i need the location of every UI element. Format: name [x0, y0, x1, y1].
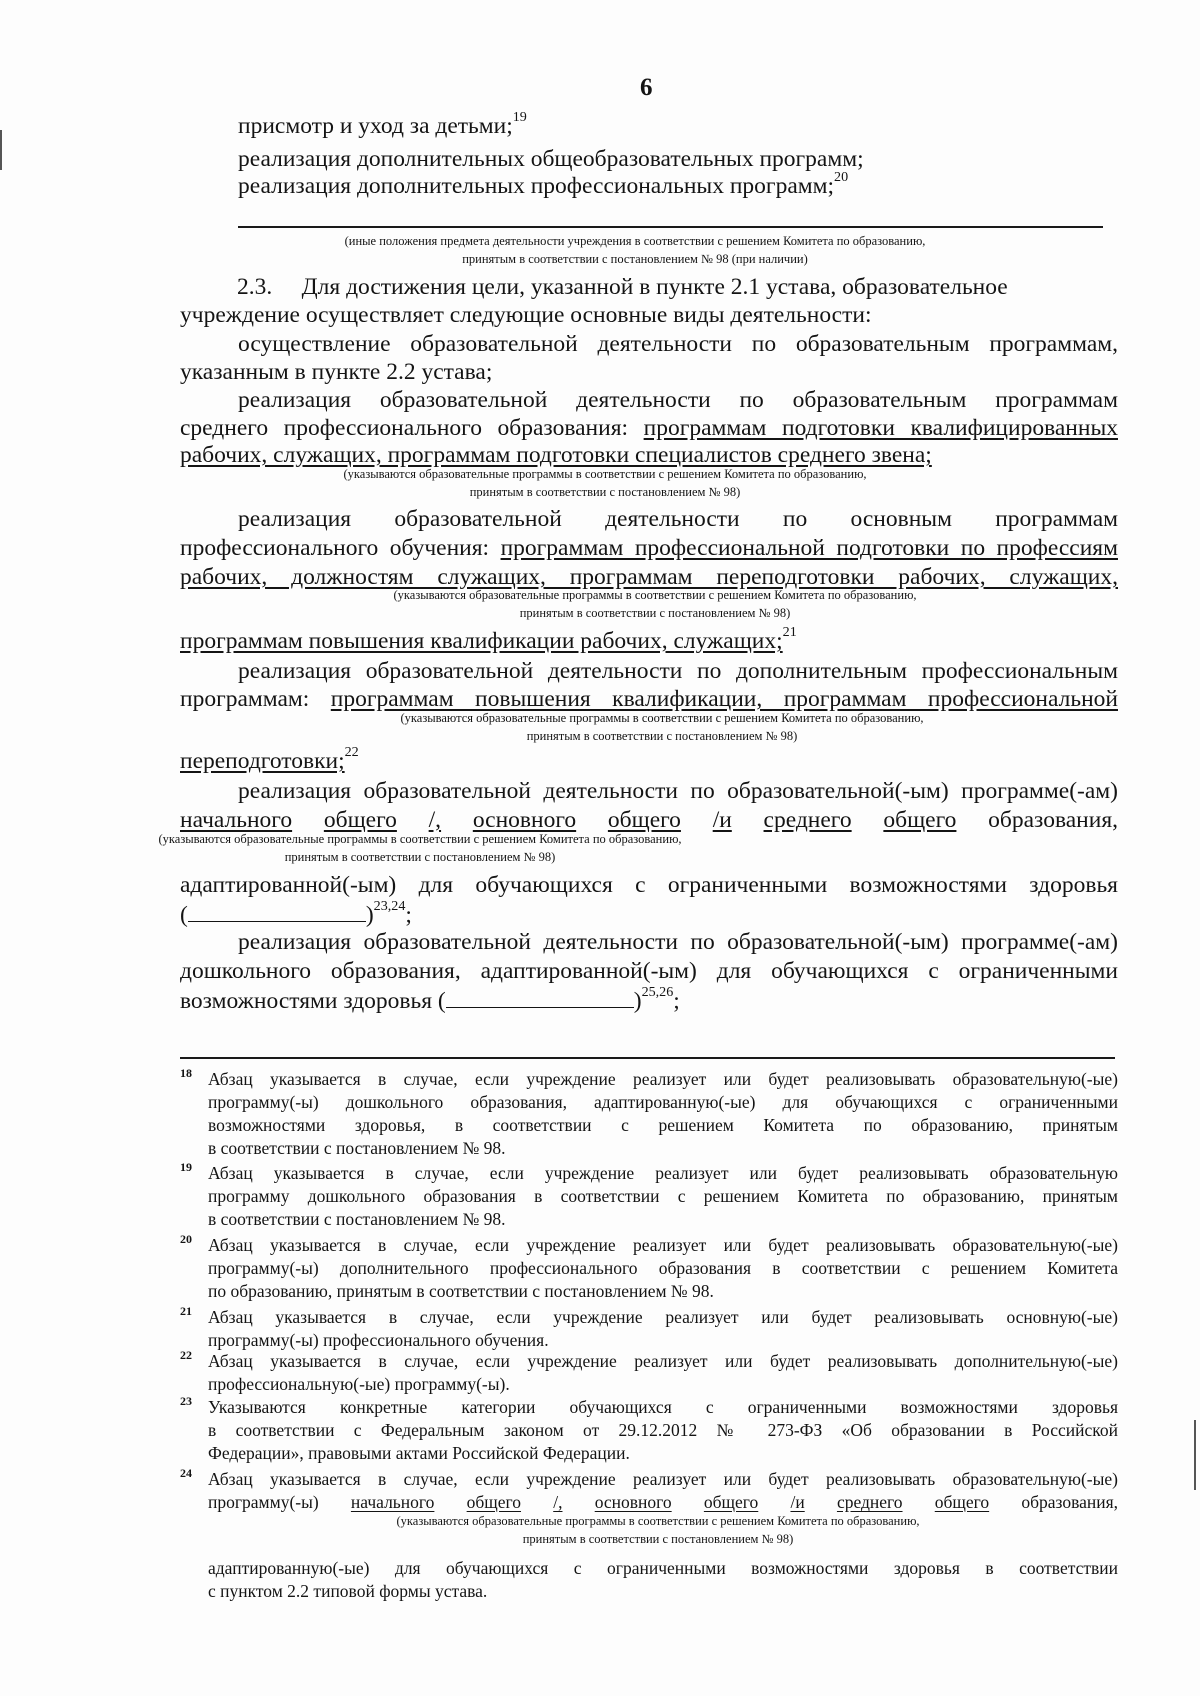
footnote-text: Абзац указывается в случае, если учреждение реализует или будет реализовывать образовательную(-ые)	[208, 1069, 1118, 1089]
footnote-number: 23	[180, 1394, 192, 1408]
activity-2-programs: рабочих, служащих, программам подготовки специалистов среднего звена;	[180, 442, 932, 468]
activity-5-blank: ( )$^{23,24}$;	[180, 898, 412, 928]
footnote-text: программу(-ы) профессионального обучения.	[208, 1330, 549, 1350]
footnote-number: 20	[180, 1232, 192, 1246]
item-additional-professional: реализация дополнительных профессиональных программ;$^{20}$	[238, 169, 849, 199]
activity-4-cont: программам: программам повышения квалификации, программам профессиональной	[180, 686, 1118, 712]
footnote-separator	[180, 1057, 1115, 1059]
footnote-text: программу дошкольного образования в соответствии с решением Комитета по образованию, принятым	[208, 1186, 1118, 1206]
activity-6: реализация образовательной деятельности по образовательной(-ым) программе(-ам)	[238, 929, 1118, 955]
activity-6-cont: дошкольного образования, адаптированной(-ым) для обучающихся с ограниченными	[180, 958, 1118, 984]
footnote-number: 22	[180, 1348, 192, 1362]
activity-2-cont: среднего профессионального образования: программам подготовки квалифицированных	[180, 415, 1118, 441]
activity-1-cont: указанным в пункте 2.2 устава;	[180, 359, 493, 385]
caption-programs-2: принятым в соответствии с постановлением № 98)	[469, 485, 741, 499]
activity-2: реализация образовательной деятельности по образовательным программам	[238, 387, 1118, 413]
scan-edge-mark	[0, 130, 2, 170]
footnote-text: по образованию, принятым в соответствии с постановлением № 98.	[208, 1281, 714, 1301]
activity-6-blank: возможностями здоровья ( )$^{25,26}$;	[180, 984, 680, 1014]
footnote-number: 24	[180, 1466, 192, 1480]
activity-5: реализация образовательной деятельности по образовательной(-ым) программе(-ам)	[238, 778, 1118, 804]
activity-4: реализация образовательной деятельности по дополнительным профессиональным	[238, 658, 1118, 684]
footnote-text: в соответствии с постановлением № 98.	[208, 1209, 506, 1229]
activity-5-adapted: адаптированной(-ым) для обучающихся с ограниченными возможностями здоровья	[180, 872, 1118, 898]
caption-programs-b: (указываются образовательные программы в соответствии с решением Комитета по образованию,	[393, 588, 917, 602]
caption-other-2: принятым в соответствии с постановлением № 98 (при наличии)	[462, 252, 808, 266]
caption-programs-fn: (указываются образовательные программы в соответствии с решением Комитета по образованию,	[396, 1514, 920, 1528]
footnote-number: 19	[180, 1160, 192, 1174]
footnote-text: Указываются конкретные категории обучающихся с ограниченными возможностями здоровья	[208, 1397, 1118, 1417]
item-additional-general: реализация дополнительных общеобразовательных программ;	[238, 146, 864, 172]
category-blank	[446, 985, 634, 1008]
footnote-number: 18	[180, 1066, 192, 1080]
footnote-text: программу(-ы) дополнительного профессионального образования в соответствии с решением Комитета	[208, 1258, 1118, 1278]
footnote-text: в соответствии с Федеральным законом от 29.12.2012 № 273-ФЗ «Об образовании в Российской	[208, 1420, 1118, 1440]
caption-programs-b-2: принятым в соответствии с постановлением № 98)	[519, 606, 791, 620]
caption-programs-d: (указываются образовательные программы в соответствии с решением Комитета по образованию,	[158, 832, 682, 846]
footnote-number: 21	[180, 1304, 192, 1318]
footnote-text: программу(-ы) дошкольного образования, адаптированную(-ые) для обучающихся с ограниченными	[208, 1092, 1118, 1112]
footnote-text: Абзац указывается в случае, если учреждение реализует или будет реализовывать основную(-ые)	[208, 1307, 1118, 1327]
caption-programs: (указываются образовательные программы в соответствии с решением Комитета по образованию,	[343, 467, 867, 481]
page-number: 6	[640, 74, 653, 101]
footnote-text: адаптированную(-ые) для обучающихся с ограниченными возможностями здоровья в соответствии	[208, 1558, 1118, 1578]
activity-4-programs-end: переподготовки;$^{22}$	[180, 744, 359, 774]
footnote-text: Абзац указывается в случае, если учреждение реализует или будет реализовывать образовательную	[208, 1163, 1118, 1183]
caption-programs-c: (указываются образовательные программы в соответствии с решением Комитета по образованию,	[400, 711, 924, 725]
paragraph-2-3-cont: учреждение осуществляет следующие основные виды деятельности:	[180, 302, 872, 328]
activity-1: осуществление образовательной деятельности по образовательным программам,	[238, 331, 1118, 357]
footnote-text: программу(-ы) начального общего /, основного общего /и среднего общего образования,	[208, 1492, 1119, 1512]
activity-5-levels: начального общего /, основного общего /и среднего общего образования,	[180, 807, 1119, 833]
category-blank	[188, 899, 366, 922]
activity-3-programs: рабочих, должностям служащих, программам переподготовки рабочих, служащих,	[180, 564, 1118, 590]
activity-3: реализация образовательной деятельности по основным программам	[238, 506, 1118, 532]
footnote-text: Федерации», правовыми актами Российской Федерации.	[208, 1443, 630, 1463]
caption-other: (иные положения предмета деятельности учреждения в соответствии с решением Комитета по образованию,	[344, 234, 926, 248]
caption-programs-d-2: принятым в соответствии с постановлением № 98)	[284, 850, 556, 864]
footnote-text: Абзац указывается в случае, если учреждение реализует или будет реализовывать образовательную(-ые)	[208, 1469, 1118, 1489]
caption-programs-fn-2: принятым в соответствии с постановлением № 98)	[522, 1532, 794, 1546]
footnote-text: в соответствии с постановлением № 98.	[208, 1138, 506, 1158]
caption-programs-c-2: принятым в соответствии с постановлением № 98)	[526, 729, 798, 743]
activity-3-cont: профессионального обучения: программам профессиональной подготовки по профессиям	[180, 535, 1118, 561]
footnote-text: с пунктом 2.2 типовой формы устава.	[208, 1581, 488, 1601]
fill-in-line	[238, 226, 1103, 228]
footnote-text: возможностями здоровья, в соответствии с решением Комитета по образованию, принятым	[208, 1115, 1118, 1135]
footnote-text: профессиональную(-ые) программу(-ы).	[208, 1374, 510, 1394]
paragraph-2-3: 2.3. Для достижения цели, указанной в пункте 2.1 устава, образовательное	[237, 274, 1008, 300]
item-childcare: присмотр и уход за детьми;$^{19}$	[238, 109, 527, 139]
footnote-text: Абзац указывается в случае, если учреждение реализует или будет реализовывать дополнительную(-ые)	[208, 1351, 1118, 1371]
activity-3-programs-end: программам повышения квалификации рабочих, служащих;$^{21}$	[180, 624, 797, 654]
scan-edge-mark	[1194, 1420, 1196, 1490]
footnote-text: Абзац указывается в случае, если учреждение реализует или будет реализовывать образовательную(-ые)	[208, 1235, 1118, 1255]
